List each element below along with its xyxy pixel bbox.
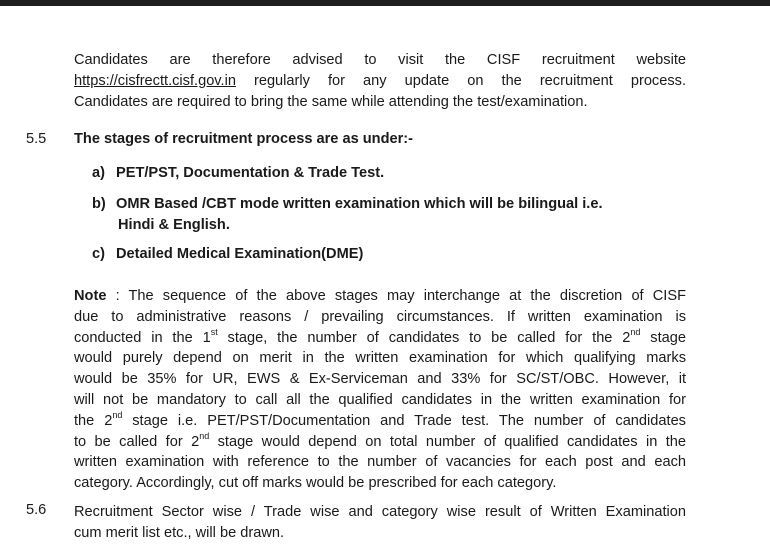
note-line-2: due to administrative reasons / prevailing circumstances. If written examination is (74, 308, 686, 325)
item-text-continued: Hindi & English. (118, 216, 230, 233)
note-line-8: to be called for 2nd stage would depend on total number of qualified candidates in the (74, 430, 686, 450)
section-5-6-line-1: Recruitment Sector wise / Trade wise and category wise result of Written Examination (74, 504, 686, 520)
item-text: PET/PST, Documentation & Trade Test. (116, 165, 385, 181)
section-heading-5-5: The stages of recruitment process are as under:- (74, 131, 414, 147)
section-number-5-5: 5.5 (26, 131, 47, 147)
note-line-9: written examination with reference to the number of vacancies for each post and each (74, 454, 686, 471)
item-marker: a) (92, 165, 105, 181)
item-text: OMR Based /CBT mode written examination which will be bilingual i.e. (116, 196, 603, 212)
note-line-10: category. Accordingly, cut off marks would be prescribed for each category. (74, 475, 557, 492)
item-marker: b) (92, 196, 106, 212)
intro-line-1: Candidates are therefore advised to visit the CISF recruitment website (74, 52, 686, 68)
stage-item-a (92, 163, 682, 184)
note-line-3: conducted in the 1st stage, the number of candidates to be called for the 2nd stage (74, 326, 686, 346)
item-marker: c) (92, 246, 105, 262)
top-border (0, 0, 770, 6)
stage-item-c (92, 244, 682, 265)
recruitment-website-link[interactable]: https://cisfrectt.cisf.gov.in (74, 72, 236, 89)
item-text: Detailed Medical Examination(DME) (116, 246, 364, 262)
intro-line-2: https://cisfrectt.cisf.gov.in regularly for any update on the recruitment process. (74, 72, 686, 89)
section-5-6-line-2: cum merit list etc., will be drawn. (74, 524, 285, 541)
note-line-5: would be 35% for UR, EWS & Ex-Serviceman and 33% for SC/ST/OBC. However, it (74, 371, 686, 388)
stage-item-b (92, 194, 682, 236)
section-number-5-6: 5.6 (26, 502, 47, 518)
note-line-4: would purely depend on merit in the written examination for which qualifying marks (74, 350, 686, 367)
note-line-1: Note : The sequence of the above stages may interchange at the discretion of CISF (74, 288, 686, 304)
note-line-6: will not be mandatory to call all the qualified candidates in the written examination for (74, 391, 686, 408)
section-5-6-text (74, 502, 686, 544)
note-paragraph (74, 286, 686, 494)
note-label: Note (74, 288, 107, 304)
intro-paragraph (74, 50, 686, 112)
note-line-7: the 2nd stage i.e. PET/PST/Documentation and Trade test. The number of candidates (74, 409, 686, 429)
intro-line-3: Candidates are required to bring the same while attending the test/examination. (74, 93, 588, 110)
